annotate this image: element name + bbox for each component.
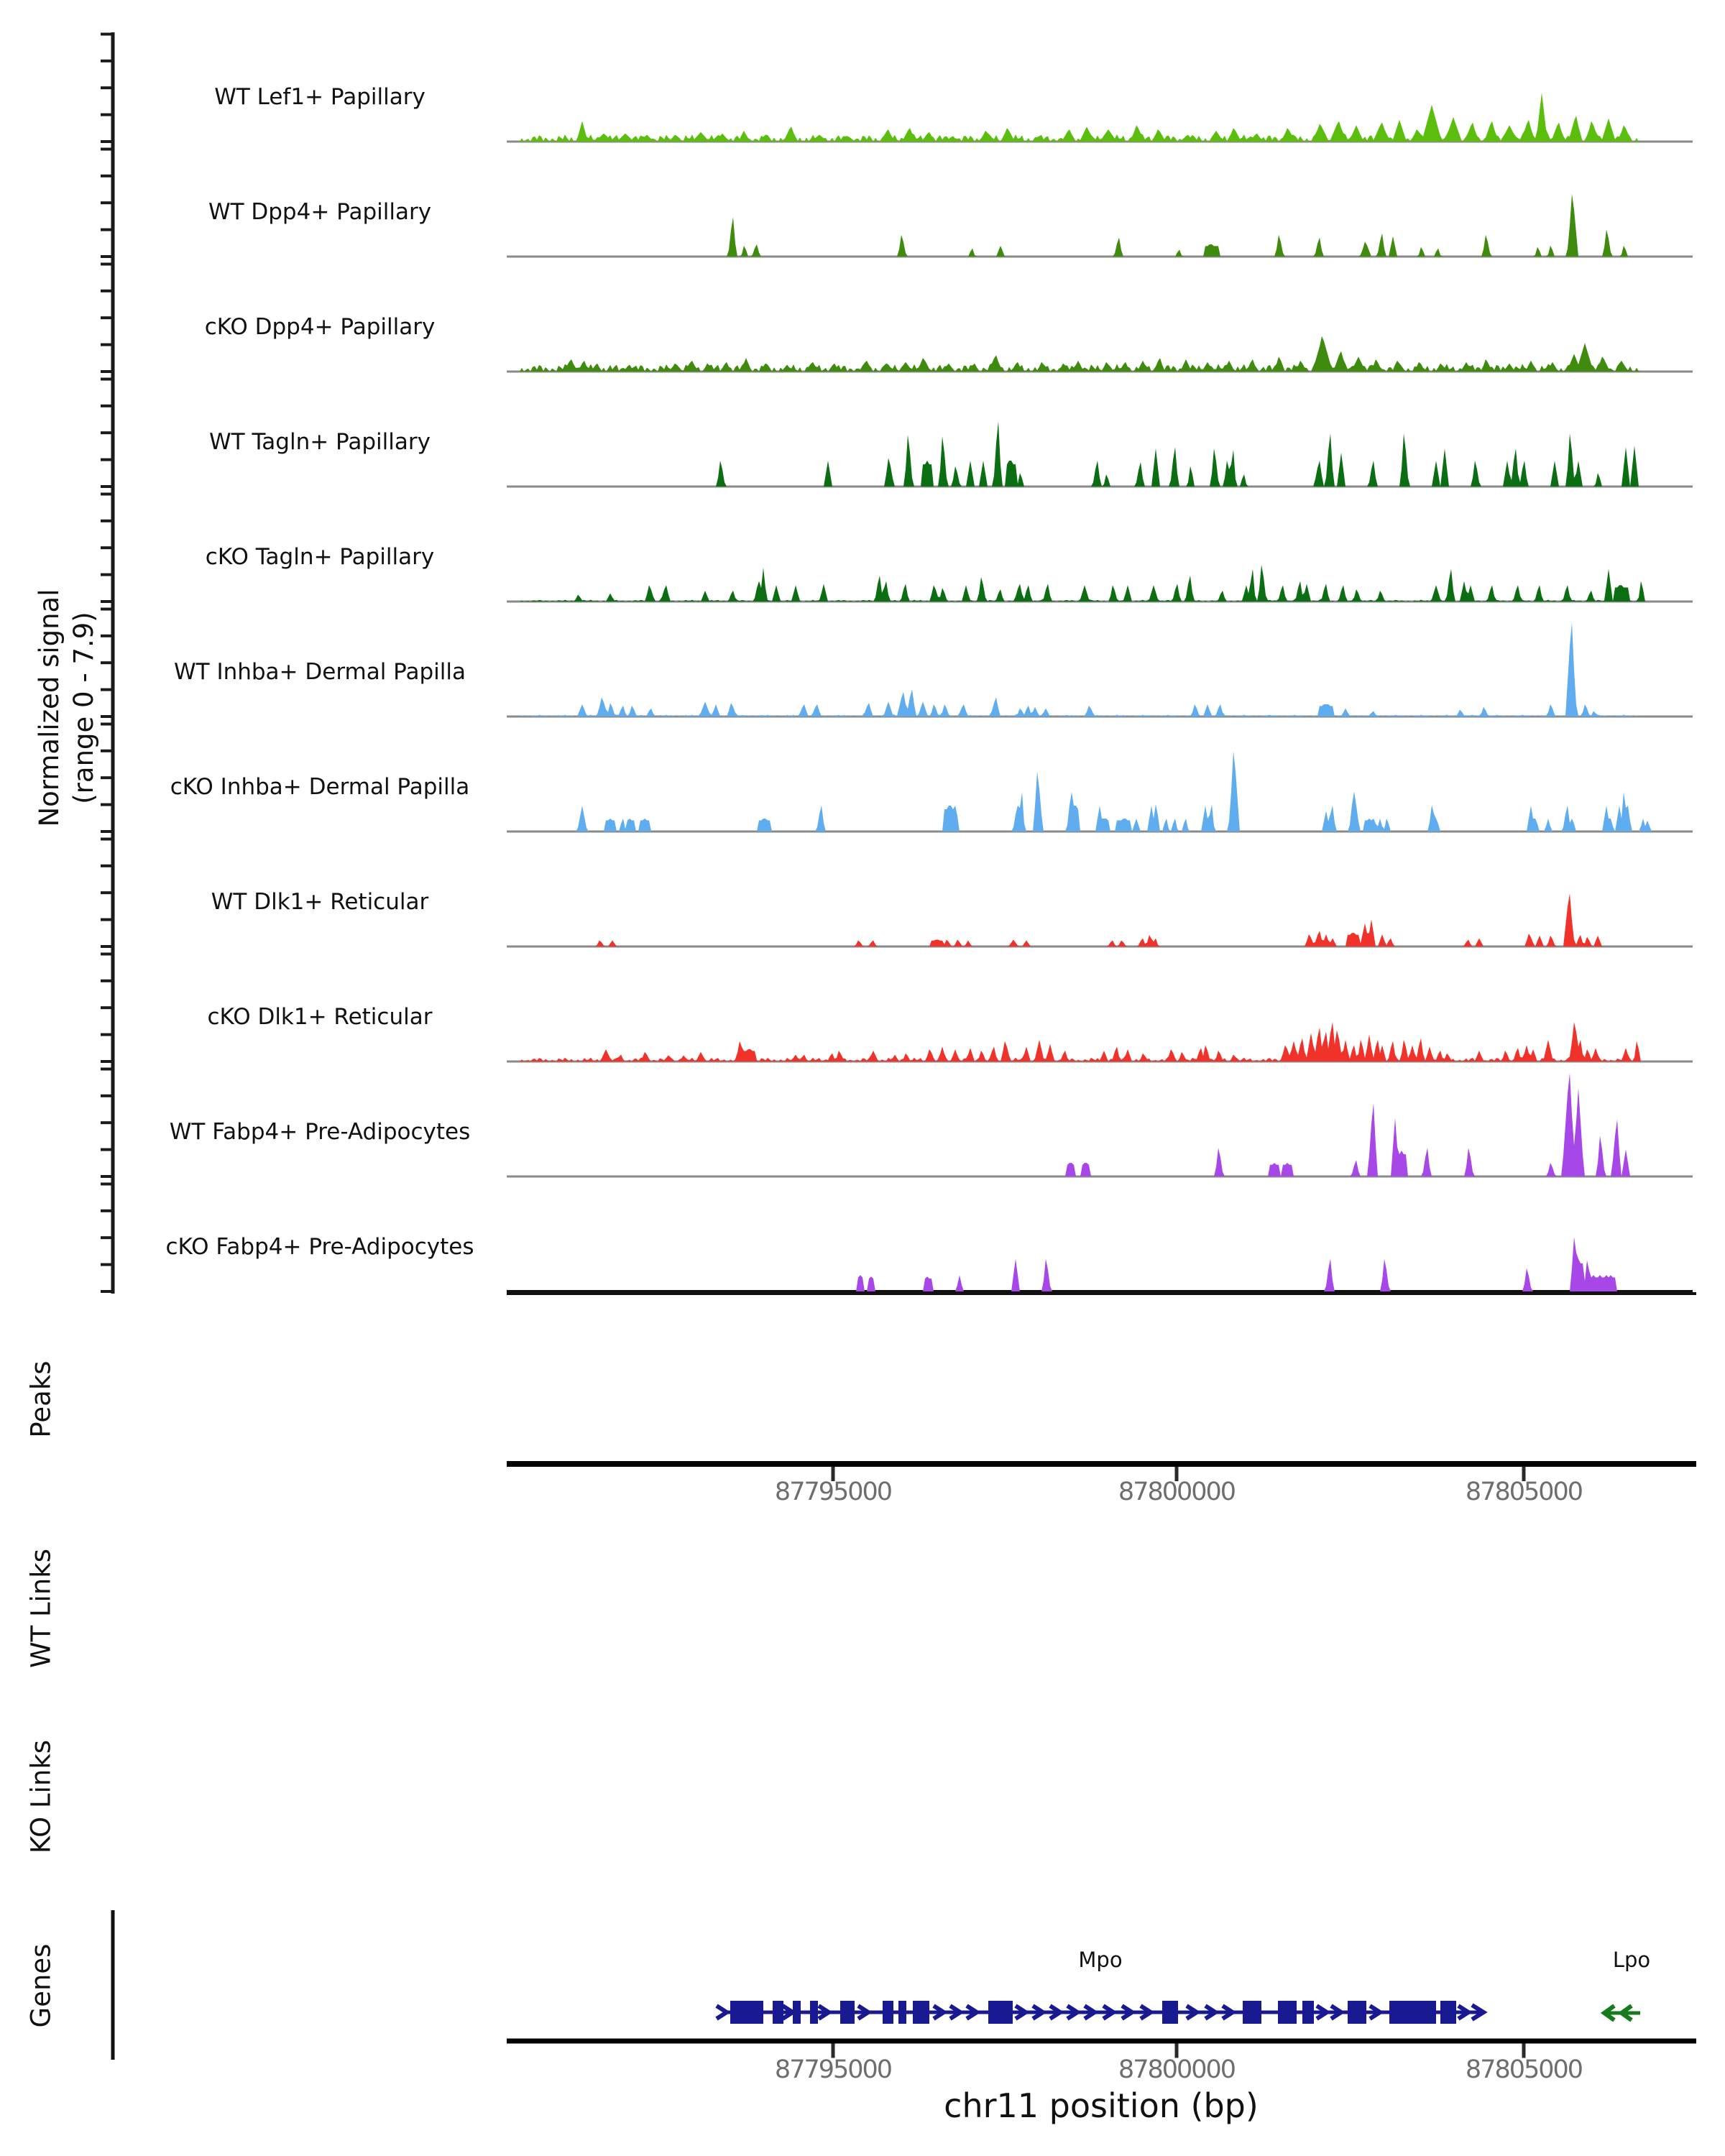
gene-exon xyxy=(840,2001,855,2024)
gene-exon xyxy=(913,2001,929,2024)
track-label: WT Inhba+ Dermal Papilla xyxy=(174,659,466,685)
x-tick-label: 87800000 xyxy=(1118,2055,1236,2084)
signal-area xyxy=(507,622,1693,717)
track-label: WT Lef1+ Papillary xyxy=(214,84,426,110)
track-label: WT Fabp4+ Pre-Adipocytes xyxy=(169,1119,471,1145)
gene-exon xyxy=(793,2001,801,2024)
gene-label-lpo: Lpo xyxy=(1612,1948,1651,1972)
track-label: cKO Inhba+ Dermal Papilla xyxy=(170,774,470,800)
gene-exon xyxy=(988,2001,1013,2024)
track-label: cKO Fabp4+ Pre-Adipocytes xyxy=(165,1234,474,1260)
gene-exon xyxy=(1389,2001,1436,2024)
panel-label-wt-links: WT Links xyxy=(25,1549,57,1668)
x-tick-label: 87795000 xyxy=(774,2055,892,2084)
gene-exon xyxy=(1302,2001,1314,2024)
signal-area xyxy=(507,1073,1693,1176)
track-label: WT Dlk1+ Reticular xyxy=(211,889,429,915)
gene-exon xyxy=(1440,2001,1456,2024)
track-label: WT Dpp4+ Papillary xyxy=(208,199,432,225)
gene-exon xyxy=(898,2001,906,2024)
gene-exon xyxy=(810,2001,818,2024)
track-label: WT Tagln+ Papillary xyxy=(209,429,431,455)
gene-exon xyxy=(1348,2001,1366,2024)
signal-area xyxy=(507,93,1693,142)
x-tick-label: 87805000 xyxy=(1465,1478,1583,1506)
signal-area xyxy=(507,565,1693,602)
x-tick-label: 87800000 xyxy=(1118,1478,1236,1506)
y-axis-label-line1: Normalized signal xyxy=(33,589,65,827)
track-label: cKO Tagln+ Papillary xyxy=(205,544,435,570)
gene-exon xyxy=(730,2001,763,2024)
signal-area xyxy=(507,1237,1693,1291)
panel-label-genes: Genes xyxy=(25,1943,57,2028)
signal-area xyxy=(507,1022,1693,1061)
x-axis-title: chr11 position (bp) xyxy=(944,2086,1259,2125)
signal-area xyxy=(507,336,1693,372)
gene-exon xyxy=(1243,2001,1261,2024)
gene-exon xyxy=(773,2001,783,2024)
gene-exon xyxy=(1278,2001,1297,2024)
x-tick-label: 87795000 xyxy=(774,1478,892,1506)
track-label: cKO Dlk1+ Reticular xyxy=(207,1004,433,1030)
gene-exon xyxy=(1162,2001,1178,2024)
panel-label-peaks: Peaks xyxy=(25,1360,57,1438)
gene-label-mpo: Mpo xyxy=(1078,1948,1123,1972)
signal-area xyxy=(507,194,1693,257)
signal-area xyxy=(507,893,1693,946)
signal-area xyxy=(507,421,1693,487)
x-tick-label: 87805000 xyxy=(1465,2055,1583,2084)
gene-exon xyxy=(883,2001,893,2024)
signal-area xyxy=(507,751,1693,831)
panel-label-ko-links: KO Links xyxy=(25,1739,57,1854)
track-label: cKO Dpp4+ Papillary xyxy=(204,314,436,340)
y-axis-label-line2: (range 0 - 7.9) xyxy=(68,612,99,804)
gene-strand-arrow-icon xyxy=(717,2006,727,2019)
